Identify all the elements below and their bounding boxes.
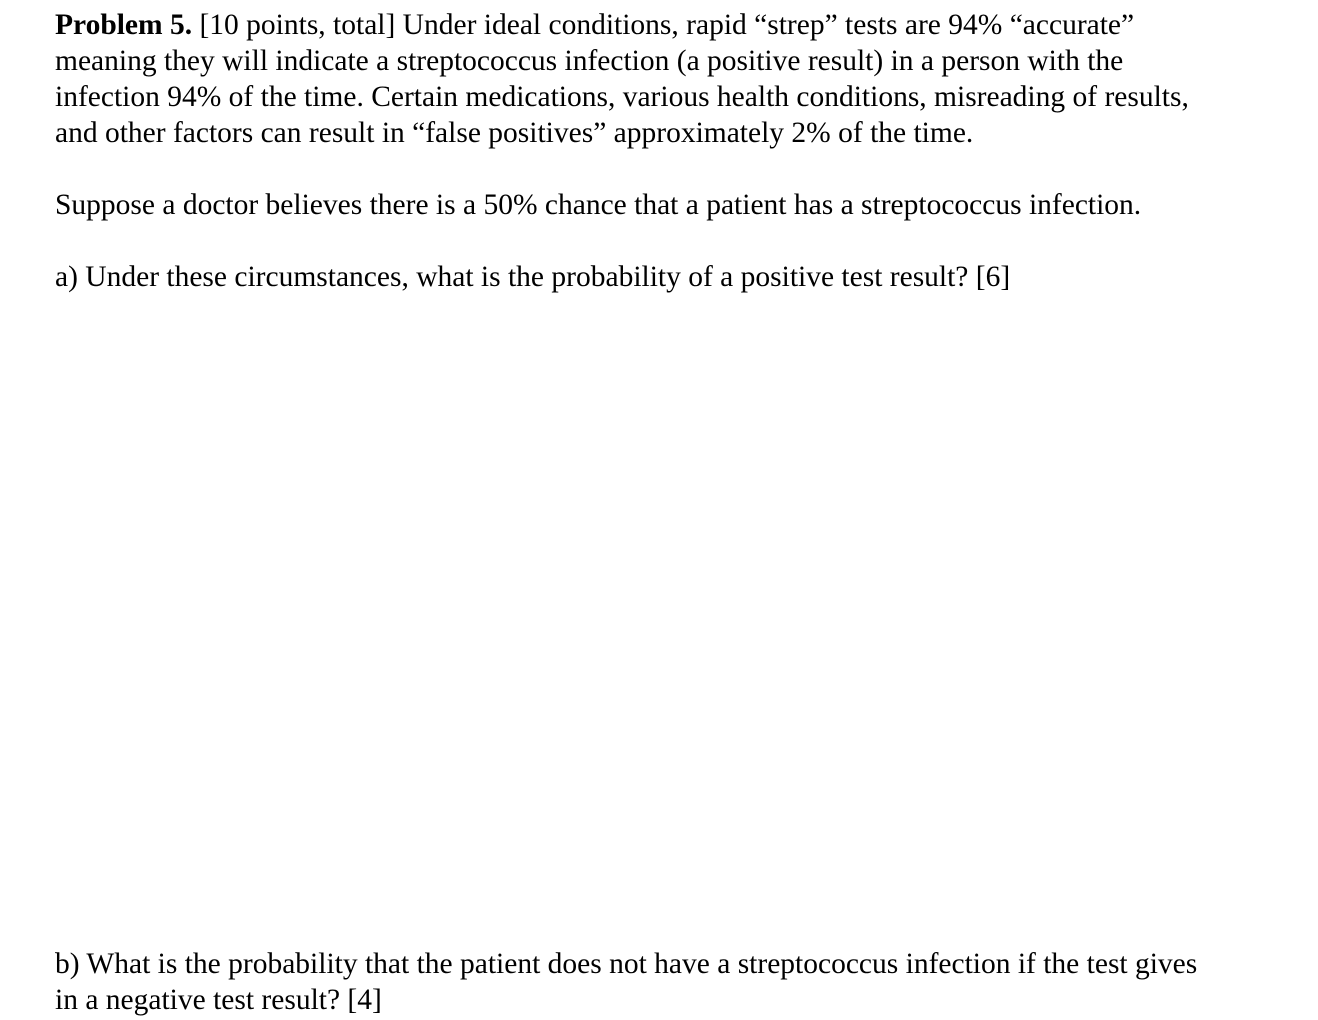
intro-line-1	[55, 7, 1295, 43]
problem-intro	[55, 7, 1295, 151]
document-page	[55, 0, 1295, 1020]
part-b-line-2: in a negative test result? [4]	[55, 984, 382, 1016]
part-a-question: a) Under these circumstances, what is the probability of a positive test result? [6]	[55, 261, 1011, 293]
intro-line-1-text: [10 points, total] Under ideal conditions, rapid “strep” tests are 94% “accurate”	[192, 9, 1135, 41]
problem-heading: Problem 5.	[55, 9, 193, 41]
intro-line-4: and other factors can result in “false positives” approximately 2% of the time.	[55, 117, 974, 149]
part-b-line-1: b) What is the probability that the patient does not have a streptococcus infection if the test gives	[55, 948, 1198, 980]
scenario-text: Suppose a doctor believes there is a 50% chance that a patient has a streptococcus infection.	[55, 189, 1142, 221]
intro-line-3: infection 94% of the time. Certain medications, various health conditions, misreading of results,	[55, 81, 1189, 113]
intro-line-2: meaning they will indicate a streptococcus infection (a positive result) in a person with the	[55, 45, 1124, 77]
part-b-question	[55, 946, 1197, 1018]
